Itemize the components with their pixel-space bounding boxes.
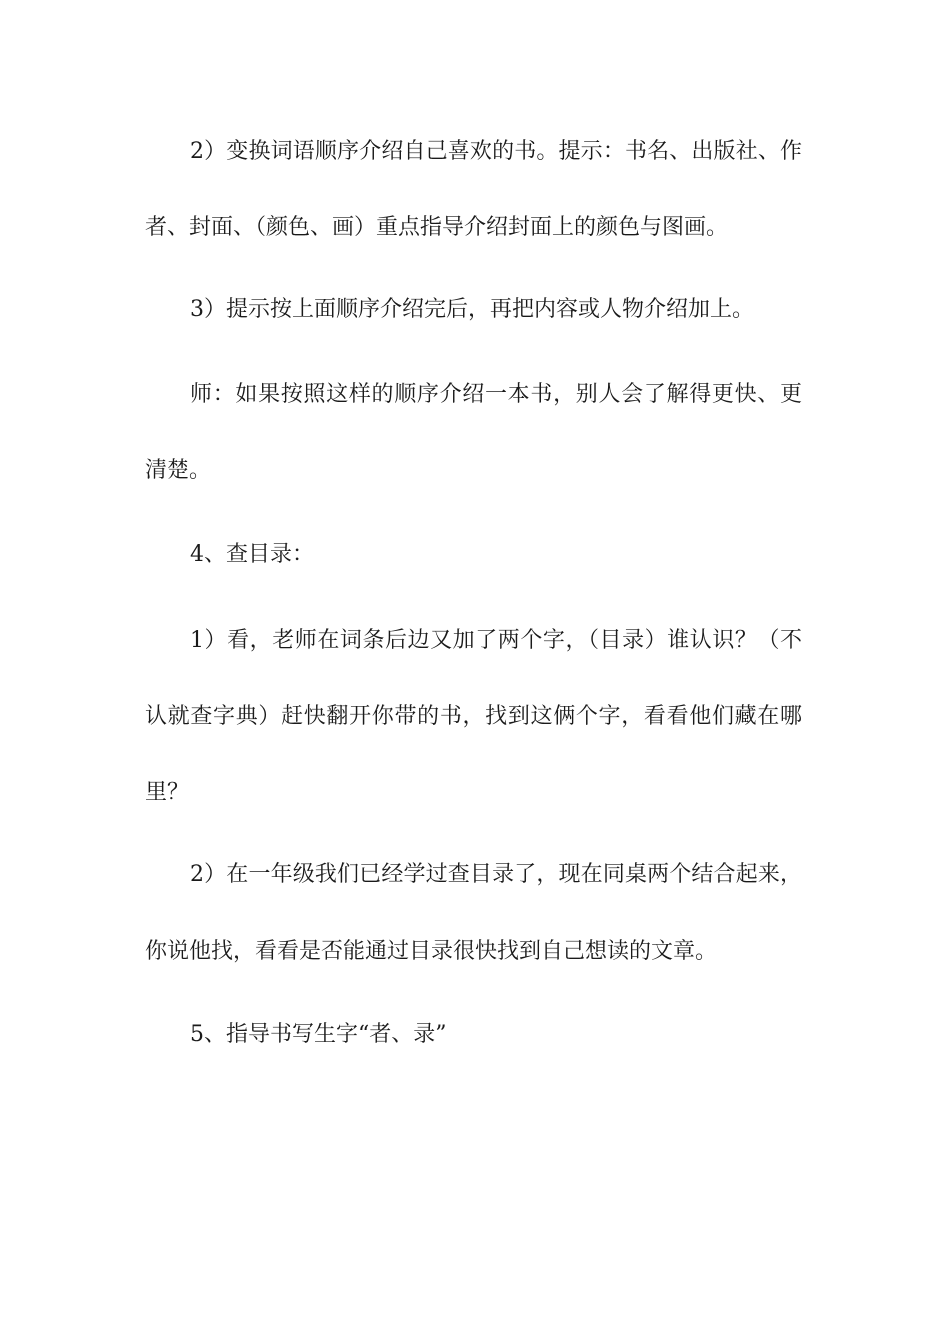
paragraph-7-line-1: 5、指导书写生字“者、录” [190,1022,447,1047]
paragraph-5-line-1: 1）看，老师在词条后边又加了两个字，（目录）谁认识？（不 [190,628,802,653]
paragraph-1-line-2: 者、封面、（颜色、画）重点指导介绍封面上的颜色与图画。 [145,215,729,240]
paragraph-2-line-1: 3）提示按上面顺序介绍完后，再把内容或人物介绍加上。 [190,297,754,322]
paragraph-4-line-1: 4、查目录： [190,542,314,567]
paragraph-6-line-1: 2）在一年级我们已经学过查目录了，现在同桌两个结合起来， [190,862,802,887]
paragraph-3-line-1: 师：如果按照这样的顺序介绍一本书，别人会了解得更快、更 [190,382,802,407]
paragraph-6-line-2: 你说他找，看看是否能通过目录很快找到自己想读的文章。 [145,939,718,964]
paragraph-5-line-3: 里？ [145,780,190,805]
paragraph-3-line-2: 清楚。 [145,458,212,483]
paragraph-5-line-2: 认就查字典）赶快翻开你带的书，找到这俩个字，看看他们藏在哪 [145,704,802,729]
paragraph-1-line-1: 2）变换词语顺序介绍自己喜欢的书。提示：书名、出版社、作 [190,139,802,164]
